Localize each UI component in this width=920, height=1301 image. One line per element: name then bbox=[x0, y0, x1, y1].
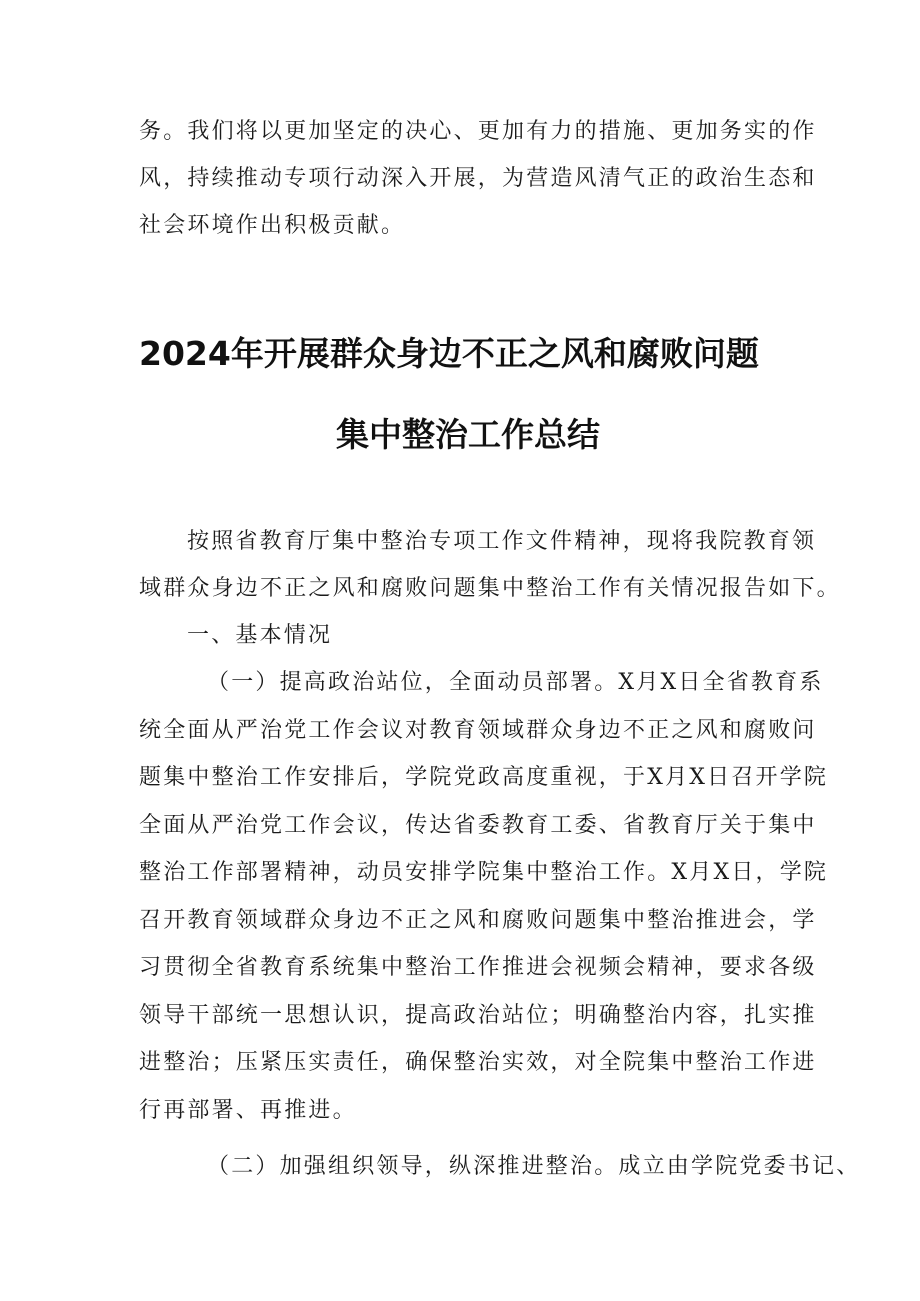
document-title-line-1: 2024年开展群众身边不正之风和腐败问题 bbox=[139, 334, 759, 373]
prev-section-line-3: 社会环境作出积极贡献。 bbox=[139, 213, 406, 238]
sub1-line-1: （一）提高政治站位，全面动员部署。X月X日全省教育系 bbox=[207, 670, 824, 695]
sub1-line-3: 题集中整治工作安排后，学院党政高度重视，于X月X日召开学院 bbox=[139, 765, 829, 790]
sub1-line-8: 领导干部统一思想认识，提高政治站位；明确整治内容，扎实推 bbox=[139, 1003, 817, 1028]
sub1-line-5: 整治工作部署精神，动员安排学院集中整治工作。X月X日，学院 bbox=[139, 860, 829, 885]
prev-section-line-1: 务。我们将以更加坚定的决心、更加有力的措施、更加务实的作 bbox=[139, 119, 817, 144]
section-heading-basic: 一、基本情况 bbox=[187, 623, 333, 648]
intro-line-1: 按照省教育厅集中整治专项工作文件精神，现将我院教育领 bbox=[187, 529, 817, 554]
sub1-line-4: 全面从严治党工作会议，传达省委教育工委、省教育厅关于集中 bbox=[139, 813, 817, 838]
document-title-line-2: 集中整治工作总结 bbox=[336, 415, 600, 454]
intro-line-2: 域群众身边不正之风和腐败问题集中整治工作有关情况报告如下。 bbox=[139, 576, 841, 601]
sub1-line-6: 召开教育领域群众身边不正之风和腐败问题集中整治推进会，学 bbox=[139, 908, 817, 933]
sub1-line-2: 统全面从严治党工作会议对教育领域群众身边不正之风和腐败问 bbox=[139, 718, 817, 743]
sub1-line-10: 行再部署、再推进。 bbox=[139, 1098, 357, 1123]
prev-section-line-2: 风，持续推动专项行动深入开展，为营造风清气正的政治生态和 bbox=[139, 166, 817, 191]
sub1-line-7: 习贯彻全省教育系统集中整治工作推进会视频会精神，要求各级 bbox=[139, 955, 817, 980]
sub2-line-1: （二）加强组织领导，纵深推进整治。成立由学院党委书记、 bbox=[207, 1154, 861, 1179]
sub1-line-9: 进整治；压紧压实责任，确保整治实效，对全院集中整治工作进 bbox=[139, 1050, 817, 1075]
